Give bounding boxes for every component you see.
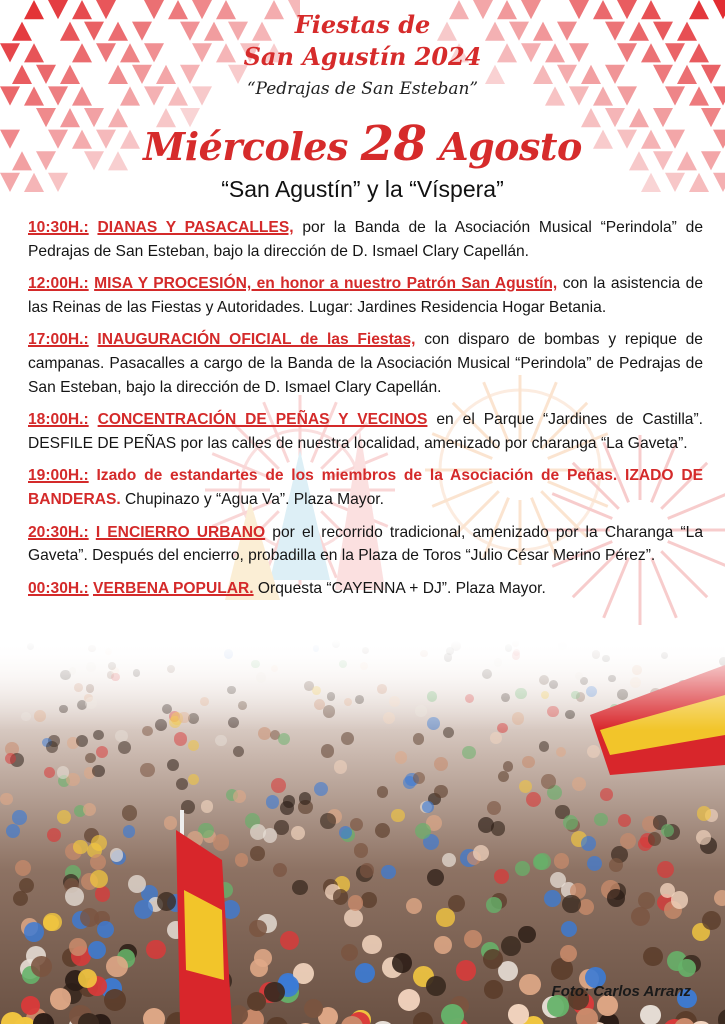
crowd-person	[671, 891, 688, 908]
crowd-person	[518, 926, 535, 943]
crowd-person	[280, 931, 299, 950]
crowd-person	[533, 854, 548, 869]
crowd-person	[291, 826, 305, 840]
crowd-person	[556, 747, 566, 757]
entry-text: con disparo de bombas y repique de campanas. Pasacalles a cargo de la Banda de la Asociación Musical “Perindola” de Pedrajas de San Esteban, bajo la dirección de D. Ismael Clary Capellán.	[28, 331, 703, 396]
crowd-person	[85, 753, 96, 764]
crowd-person	[600, 788, 613, 801]
photo-fade	[0, 640, 725, 730]
crowd-person	[304, 999, 323, 1018]
entry-time: 19:00H.:	[28, 467, 89, 485]
crowd-person	[413, 733, 424, 744]
crowd-person	[661, 824, 674, 837]
crowd-person	[395, 751, 408, 764]
crowd-person	[299, 792, 311, 804]
entry-title: DIANAS Y PASACALLES,	[97, 219, 294, 236]
crowd-person	[44, 767, 55, 778]
entry-title: CONCENTRACIÓN DE PEÑAS Y VECINOS	[97, 411, 428, 429]
crowd-person	[648, 832, 662, 846]
crowd-person	[640, 1005, 661, 1024]
entry-title: MISA Y PROCESIÓN, en honor a nuestro Patrón San Agustín,	[94, 275, 558, 293]
crowd-person	[314, 782, 328, 796]
crowd-person	[78, 1013, 99, 1024]
program-entry	[28, 521, 703, 568]
crowd-person	[508, 1004, 529, 1024]
entry-text: en el Parque “Jardines de Castilla”. DESFILE DE PEÑAS por las calles de nuestra localidad, amenizado por charanga “La Gaveta”.	[28, 411, 703, 452]
crowd-person	[91, 835, 107, 851]
entry-title: Izado de estandartes de los miembros de la Asociación de Peñas.	[96, 467, 618, 485]
spanish-flag-left-icon	[162, 810, 232, 1024]
crowd-person	[97, 921, 114, 938]
month-name: Agosto	[439, 124, 582, 169]
crowd-person	[576, 1008, 597, 1024]
crowd-person	[320, 813, 336, 829]
crowd-person	[134, 900, 153, 919]
program-list	[28, 216, 703, 609]
crowd-person	[494, 869, 509, 884]
crowd-person	[96, 746, 108, 758]
crowd-person	[434, 936, 452, 954]
crowd-person	[678, 959, 696, 977]
program-entry	[28, 464, 703, 511]
crowd-person	[266, 795, 280, 809]
crowd-person	[486, 897, 502, 913]
crowd-person	[498, 771, 509, 782]
crowd-person	[381, 865, 395, 879]
crowd-person	[560, 945, 577, 962]
crowd-person	[321, 744, 335, 758]
crowd-person	[355, 963, 375, 983]
crowd-person	[73, 840, 87, 854]
crowd-person	[594, 813, 608, 827]
crowd-person	[249, 920, 266, 937]
crowd-person	[250, 824, 266, 840]
entry-title: INAUGURACIÓN OFICIAL de las Fiestas,	[97, 331, 416, 349]
crowd-person	[354, 843, 368, 857]
crowd-person	[344, 909, 363, 928]
crowd-person	[90, 854, 106, 870]
crowd-person	[427, 869, 444, 886]
crowd-person	[562, 895, 580, 913]
entry-time: 10:30H.:	[28, 219, 89, 236]
crowd-person	[503, 761, 514, 772]
crowd-person	[714, 890, 725, 906]
festival-title-line1: Fiestas de	[294, 10, 431, 39]
crowd-person	[484, 980, 503, 999]
day-word: Miércoles	[143, 124, 348, 169]
crowd-person	[392, 953, 412, 973]
crowd-person	[167, 759, 179, 771]
crowd-person	[391, 809, 405, 823]
crowd-person	[76, 735, 88, 747]
entry-title-emphasis: IZADO DE BANDERAS.	[28, 467, 703, 508]
crowd-person	[544, 890, 561, 907]
crowd-person	[43, 915, 59, 931]
program-entry	[28, 216, 703, 263]
crowd-person	[174, 732, 187, 745]
crowd-person	[361, 892, 377, 908]
entry-text: Chupinazo y “Agua Va”. Plaza Mayor.	[120, 490, 384, 508]
crowd-person	[19, 878, 34, 893]
crowd-person	[215, 735, 226, 746]
crowd-person	[434, 757, 448, 771]
crowd-person	[657, 861, 674, 878]
crowd-person	[65, 887, 84, 906]
crowd-person	[620, 833, 636, 849]
crowd-person	[360, 863, 375, 878]
crowd-person	[718, 1009, 725, 1024]
crowd-person	[88, 941, 106, 959]
crowd-person	[83, 803, 96, 816]
crowd-person	[254, 949, 272, 967]
crowd-person	[413, 1012, 433, 1024]
crowd-person	[233, 790, 246, 803]
crowd-person	[539, 741, 550, 752]
crowd-person	[122, 805, 138, 821]
entry-time: 17:00H.:	[28, 331, 89, 349]
photo-credit: Foto: Carlos Arranz	[551, 983, 691, 1000]
crowd-person	[436, 908, 454, 926]
entry-text: por el recorrido tradicional, amenizado por la Charanga “La Gaveta”. Después del encierro, probadilla en la Plaza de Toros “Julio César Merino Pérez”.	[28, 523, 703, 565]
crowd-person	[341, 944, 358, 961]
entry-time: 18:00H.:	[28, 411, 89, 429]
crowd-person	[406, 898, 422, 914]
crowd-person	[46, 741, 59, 754]
crowd-person	[334, 760, 348, 774]
crowd-person	[15, 860, 31, 876]
crowd-person	[426, 976, 446, 996]
crowd-person	[271, 778, 286, 793]
entry-text: con la asistencia de las Reinas de las Fiestas y Autoridades. Lugar: Jardines Residencia Hogar Betania.	[28, 275, 704, 316]
crowd-person	[13, 891, 28, 906]
crowd-person	[422, 801, 434, 813]
crowd-person	[57, 810, 71, 824]
day-subtitle: “San Agustín” y la “Víspera”	[221, 176, 504, 202]
crowd-person	[631, 907, 650, 926]
crowd-person	[176, 778, 188, 790]
crowd-person	[487, 801, 501, 815]
program-entry	[28, 328, 703, 399]
crowd-person	[93, 730, 104, 741]
crowd-person	[278, 733, 290, 745]
crowd-person	[24, 922, 44, 942]
crowd-person	[561, 921, 578, 938]
crowd-person	[413, 772, 425, 784]
crowd-person	[188, 774, 199, 785]
day-number: 28	[360, 116, 427, 172]
crowd-person	[341, 732, 354, 745]
crowd-person	[609, 858, 624, 873]
crowd-person	[292, 880, 307, 895]
crowd-person	[118, 741, 131, 754]
crowd-person	[522, 756, 534, 768]
crowd-person	[106, 956, 127, 977]
crowd-person	[233, 746, 244, 757]
entry-title: VERBENA POPULAR.	[93, 579, 254, 597]
program-entry	[28, 408, 703, 455]
crowd-person	[50, 988, 72, 1010]
crowd-person	[348, 895, 363, 910]
crowd-person	[501, 936, 521, 956]
crowd-person	[398, 989, 420, 1011]
crowd-person	[235, 853, 249, 867]
day-title	[0, 116, 725, 172]
crowd-person	[515, 861, 530, 876]
crowd-person	[377, 786, 389, 798]
crowd-person	[375, 823, 390, 838]
program-entry	[28, 577, 703, 601]
entry-title: I ENCIERRO URBANO	[95, 523, 266, 541]
crowd-person	[643, 947, 662, 966]
crowd-person	[1, 1012, 24, 1024]
crowd-person	[140, 763, 154, 777]
crowd-person	[6, 824, 20, 838]
crowd-person	[519, 974, 541, 996]
crowd-person	[563, 815, 578, 830]
festival-title-line2: San Agustín 2024	[243, 42, 482, 71]
crowd-person	[273, 863, 288, 878]
crowd-person	[128, 875, 146, 893]
crowd-person	[47, 828, 61, 842]
crowd-person	[442, 853, 456, 867]
crowd-person	[702, 911, 721, 930]
crowd-person	[541, 774, 555, 788]
crowd-person	[123, 825, 136, 838]
entry-text: por la Banda de la Asociación Musical “Perindola” de Pedrajas de San Esteban, bajo la dirección de D. Ismael Clary Capellán.	[28, 219, 703, 260]
crowd-person	[12, 810, 26, 824]
crowd-person	[333, 889, 348, 904]
crowd-person	[266, 1017, 288, 1024]
crowd-person	[280, 801, 294, 815]
crowd-person	[188, 740, 199, 751]
entry-time: 12:00H.:	[28, 275, 89, 293]
crowd-person	[104, 989, 126, 1011]
crowd-person	[519, 780, 532, 793]
crowd-person	[95, 886, 110, 901]
crowd-person	[697, 806, 712, 821]
crowd-person	[607, 889, 625, 907]
crowd-person	[434, 785, 447, 798]
crowd-person	[247, 992, 266, 1011]
crowd-person	[462, 746, 476, 760]
crowd-person	[464, 930, 482, 948]
town-subtitle: “Pedrajas de San Esteban”	[246, 79, 479, 99]
crowd-person	[31, 956, 52, 977]
crowd-person	[362, 935, 381, 954]
crowd-person	[618, 814, 631, 827]
crowd-person	[554, 853, 570, 869]
crowd-person	[587, 856, 602, 871]
entry-time: 00:30H.:	[28, 579, 89, 597]
crowd-person	[57, 766, 70, 779]
crowd-person	[264, 982, 284, 1002]
crowd-person	[92, 765, 104, 777]
crowd-person	[250, 846, 265, 861]
crowd-person	[473, 845, 489, 861]
entry-time: 20:30H.:	[28, 523, 89, 541]
crowd-person	[456, 960, 476, 980]
program-entry	[28, 272, 703, 319]
crowd-person	[0, 793, 13, 806]
crowd-person	[478, 817, 494, 833]
entry-text: Orquesta “CAYENNA + DJ”. Plaza Mayor.	[253, 579, 546, 597]
crowd-person	[33, 1013, 54, 1024]
crowd-person	[526, 792, 541, 807]
crowd-person	[490, 732, 502, 744]
crowd-person	[572, 777, 586, 791]
crowd-person	[581, 836, 596, 851]
crowd-person	[441, 1004, 464, 1024]
